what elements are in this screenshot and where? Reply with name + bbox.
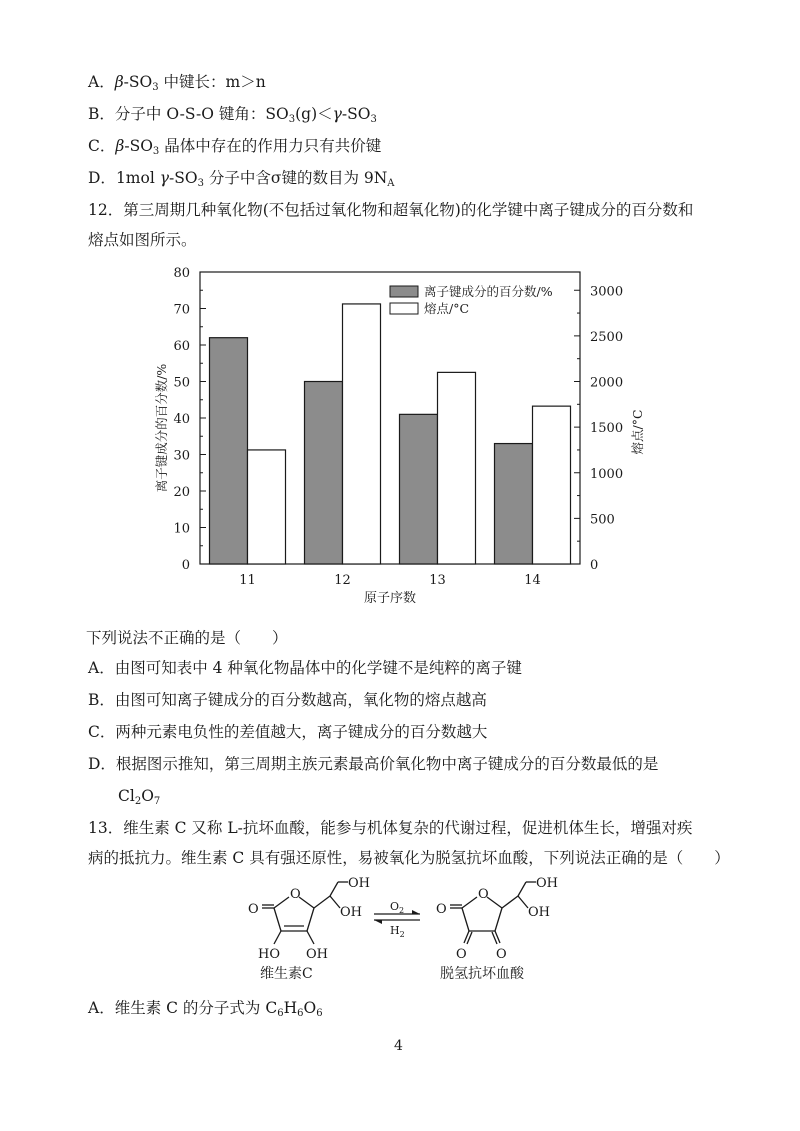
- bar-melting-point: [343, 304, 381, 564]
- right-axis-tick-label: 3000: [590, 284, 624, 300]
- q12-option-d: D．根据图示推知，第三周期主族元素最高价氧化物中离子键成分的百分数最低的是: [88, 755, 659, 773]
- left-axis-tick-label: 30: [173, 448, 190, 464]
- vitamin-c-reaction-diagram: [240, 868, 580, 986]
- x-axis-tick-label: 12: [334, 573, 351, 588]
- q12-option-c: C．两种元素电负性的差值越大，离子键成分的百分数越大: [88, 723, 488, 741]
- q13-option-a: A．维生素 C 的分子式为 $C_6H_6O_6$: [88, 999, 323, 1019]
- dha-ketone-o-left: O: [456, 947, 467, 962]
- dha-oh-top: OH: [536, 876, 558, 891]
- dha-ketone-o-right: O: [496, 947, 507, 962]
- q12-stem-line1: 12．第三周期几种氧化物(不包括过氧化物和超氧化物)的化学键中离子键成分的百分数和: [88, 201, 694, 219]
- left-axis-tick-label: 50: [173, 375, 190, 391]
- q12-question: 下列说法不正确的是（ ）: [86, 629, 288, 647]
- left-axis-title: 离子键成分的百分数/%: [154, 363, 169, 493]
- vc-oh-top: OH: [348, 876, 370, 891]
- legend-swatch-melting: [390, 303, 418, 314]
- left-axis-tick-label: 70: [173, 302, 190, 318]
- q12-bar-chart: [130, 258, 670, 613]
- bar-ionic-percent: [210, 338, 248, 564]
- bar-ionic-percent: [495, 444, 533, 564]
- q11-option-a: A．$\beta-SO_3$ 中键长：m＞n: [88, 73, 266, 93]
- legend-label-melting: 熔点/°C: [424, 301, 470, 316]
- right-axis-tick-label: 1500: [590, 421, 624, 437]
- dha-ring-o: O: [478, 887, 489, 902]
- left-axis-tick-label: 60: [173, 339, 190, 354]
- x-axis-tick-label: 11: [239, 573, 256, 588]
- legend-swatch-ionic: [390, 286, 418, 297]
- right-axis-title: 熔点/°C: [630, 409, 645, 455]
- left-axis-tick-label: 0: [181, 558, 190, 573]
- right-axis-tick-label: 0: [590, 558, 599, 573]
- q13-stem-line2: 病的抵抗力。维生素 C 具有强还原性，易被氧化为脱氢抗坏血酸，下列说法正确的是（ ）: [88, 849, 730, 867]
- dha-carbonyl-o: O: [436, 902, 447, 917]
- left-axis-tick-label: 80: [173, 266, 190, 281]
- right-axis-tick-label: 500: [590, 512, 615, 528]
- bar-melting-point: [438, 372, 476, 564]
- vc-ring-o: O: [290, 887, 301, 902]
- q12-stem-line2: 熔点如图所示。: [88, 231, 197, 249]
- x-axis-tick-label: 14: [524, 573, 541, 588]
- q13-stem-line1: 13．维生素 C 又称 L-抗坏血酸，能参与机体复杂的代谢过程，促进机体生长，增强对疾: [88, 819, 693, 837]
- q12-option-a: A．由图可知表中 4 种氧化物晶体中的化学键不是纯粹的离子键: [88, 659, 522, 677]
- q11-option-d: D．1mol $\gamma-SO_3$ 分子中含σ键的数目为 $9N_A$: [88, 169, 395, 189]
- q12-option-d-formula: $Cl_2O_7$: [118, 787, 161, 807]
- x-axis-title: 原子序数: [363, 591, 417, 606]
- q12-option-b: B．由图可知离子键成分的百分数越高，氧化物的熔点越高: [88, 691, 487, 709]
- right-axis-tick-label: 1000: [590, 466, 624, 482]
- left-axis-tick-label: 40: [173, 412, 190, 427]
- dehydroascorbic-acid-structure: [450, 882, 536, 944]
- q11-option-b: B．分子中 O-S-O 键角：$SO_3(g)<\gamma-SO_3$: [88, 105, 377, 125]
- vitamin-c-label: 维生素C: [260, 966, 313, 982]
- vitamin-c-structure: [262, 882, 348, 944]
- bar-ionic-percent: [400, 414, 438, 564]
- arrow-reductant-label: $H_2$: [390, 924, 405, 939]
- right-axis-tick-label: 2500: [590, 329, 624, 345]
- bar-melting-point: [533, 406, 571, 564]
- dehydroascorbic-acid-label: 脱氢抗坏血酸: [440, 966, 524, 982]
- bar-ionic-percent: [305, 382, 343, 565]
- dha-oh-mid: OH: [528, 905, 550, 920]
- arrow-oxidant-label: $O_2$: [390, 900, 405, 915]
- legend-label-ionic: 离子键成分的百分数/%: [424, 284, 553, 299]
- x-axis-tick-label: 13: [429, 573, 446, 588]
- left-axis-tick-label: 20: [173, 485, 190, 500]
- vc-oh-mid: OH: [340, 905, 362, 920]
- page-number: 4: [394, 1038, 403, 1054]
- q11-option-c: C．$\beta-SO_3$ 晶体中存在的作用力只有共价键: [88, 137, 382, 157]
- vc-ho-left: HO: [258, 947, 280, 962]
- left-axis-tick-label: 10: [173, 521, 190, 537]
- vc-carbonyl-o: O: [248, 902, 259, 917]
- vc-oh-right: OH: [306, 947, 328, 962]
- right-axis-tick-label: 2000: [590, 375, 624, 391]
- bar-melting-point: [248, 450, 286, 564]
